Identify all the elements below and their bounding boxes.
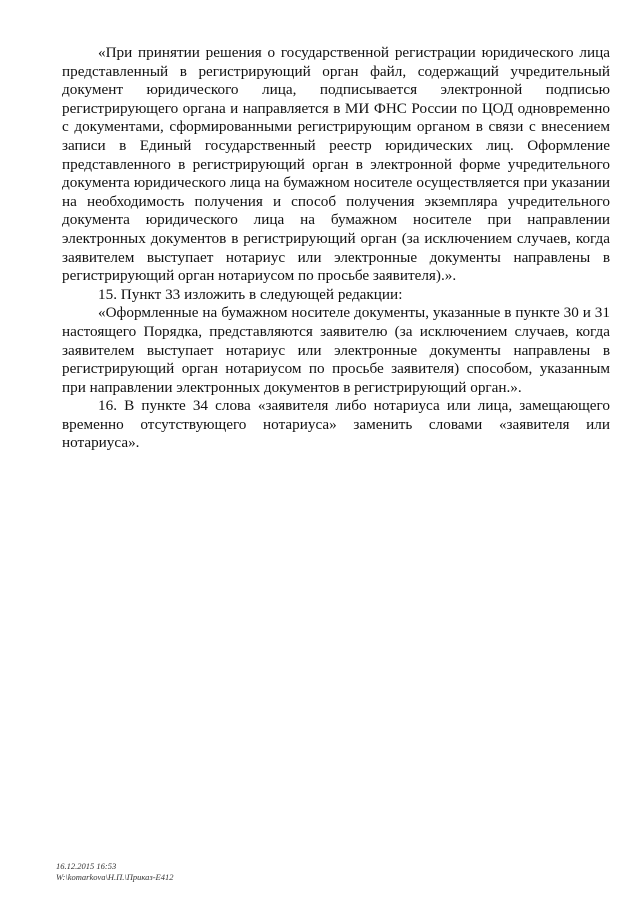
page-footer <box>56 861 173 882</box>
document-body <box>62 44 610 453</box>
footer-timestamp: 16.12.2015 16:53 <box>56 861 117 871</box>
paragraph-registration-clause: «При принятии решения о государственной регистрации юридического лица представленный в регистрирующий орган файл, содержащий учредительный документ юридического лица, подписывается электронной подписью регистрирующего органа и направляется в МИ ФНС России по ЦОД одновременно с документами, сформированными регистрирующим органом в связи с внесением записи в Единый государственный реестр юридических лиц. Оформление представленного в регистрирующий орган в электронной форме учредительного документа юридического лица на бумажном носителе осуществляется при указании на необходимость получения и способ получения экземпляра учредительного документа юридического лица на бумажном носителе при направлении электронных документов в регистрирующий орган (за исключением случаев, когда заявителем выступает нотариус или электронные документы направлены в регистрирующий орган нотариусом по просьбе заявителя).». <box>62 44 610 285</box>
paragraph-item-15-heading: 15. Пункт 33 изложить в следующей редакции: <box>98 285 403 303</box>
footer-file-path: W:\komarkova\Н.П.\Приказ-Е412 <box>56 871 174 882</box>
paragraph-item-16: 16. В пункте 34 слова «заявителя либо нотариуса или лица, замещающего временно отсутствующего нотариуса» заменить словами «заявителя или нотариуса». <box>62 397 610 452</box>
paragraph-item-33-text: «Оформленные на бумажном носителе документы, указанные в пункте 30 и 31 настоящего Порядка, представляются заявителю (за исключением случаев, когда заявителем выступает нотариус или электронные документы направлены в регистрирующий орган нотариусом по просьбе заявителя) способом, указанным при направлении электронных документов в регистрирующий орган.». <box>62 304 610 396</box>
